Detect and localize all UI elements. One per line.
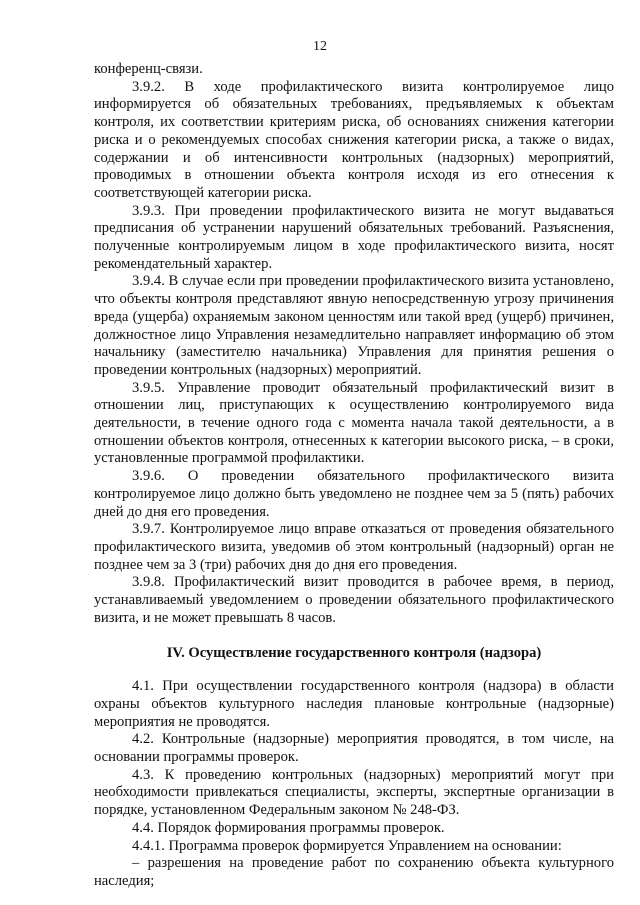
paragraph-3-9-4: 3.9.4. В случае если при проведении профилактического визита установлено, что объекты контроля представляют явную непосредственную угрозу причинения вреда (ущерба) охраняемым законом ценностям или такой вред (ущерб) причинен, должностное лицо Управления незамедлительно направляет информацию об этом начальнику (заместителю начальника) Управления для принятия решения о проведении контрольных (надзорных) мероприятий. bbox=[94, 273, 614, 378]
paragraph-3-9-7: 3.9.7. Контролируемое лицо вправе отказаться от проведения обязательного профилактического визита, уведомив об этом контрольный (надзорный) орган не позднее чем за 3 (три) рабочих дня до дня его проведения. bbox=[94, 521, 614, 573]
paragraph-3-9-8: 3.9.8. Профилактический визит проводится в рабочее время, в период, устанавливаемый уведомлением о проведении обязательного профилактического визита, и не может превышать 8 часов. bbox=[94, 574, 614, 626]
document-body bbox=[94, 61, 614, 891]
page-number: 12 bbox=[313, 39, 327, 54]
section-heading: IV. Осуществление государственного контроля (надзора) bbox=[166, 644, 542, 661]
paragraph-3-9-3: 3.9.3. При проведении профилактического визита не могут выдаваться предписания об устранении нарушений обязательных требований. Разъяснения, полученные контролируемым лицом в ходе профилактического визита, носят рекомендательный характер. bbox=[94, 202, 614, 272]
paragraph-3-9-2: 3.9.2. В ходе профилактического визита контролируемое лицо информируется об обязательных требованиях, предъявляемых к объектам контроля, их соответствии критериям риска, об основаниях снижения категории риска и о рекомендуемых способах снижения категории риска, а также о видах, содержании и об интенсивности контрольных (надзорных) мероприятий, проводимых в отношении объекта контроля исходя из его отнесения к соответствующей категории риска. bbox=[94, 78, 614, 201]
paragraph-4-4-1: 4.4.1. Программа проверок формируется Управлением на основании: bbox=[132, 837, 562, 854]
paragraph-4-1: 4.1. При осуществлении государственного контроля (надзора) в области охраны объектов культурного наследия плановые контрольные (надзорные) мероприятия не проводятся. bbox=[94, 678, 614, 730]
paragraph-continuation: конференц-связи. bbox=[94, 61, 203, 77]
paragraph-4-3: 4.3. К проведению контрольных (надзорных) мероприятий могут при необходимости привлекаться специалисты, эксперты, экспертные организации в порядке, установленном Федеральным законом № 248-ФЗ. bbox=[94, 766, 614, 819]
list-item: – разрешения на проведение работ по сохранению объекта культурного наследия; bbox=[94, 855, 614, 889]
paragraph-4-4: 4.4. Порядок формирования программы проверок. bbox=[132, 819, 445, 836]
paragraph-3-9-5: 3.9.5. Управление проводит обязательный профилактический визит в отношении лиц, приступающих к осуществлению контролируемого вида деятельности, в течение одного года с момента начала такой деятельности, а в отношении объектов контроля, отнесенных к категории высокого риска, – в сроки, установленные программой профилактики. bbox=[94, 379, 614, 467]
paragraph-4-2: 4.2. Контрольные (надзорные) мероприятия проводятся, в том числе, на основании программы проверок. bbox=[94, 731, 614, 766]
paragraph-3-9-6: 3.9.6. О проведении обязательного профилактического визита контролируемое лицо должно быть уведомлено не позднее чем за 5 (пять) рабочих дней до дня его проведения. bbox=[94, 468, 614, 520]
